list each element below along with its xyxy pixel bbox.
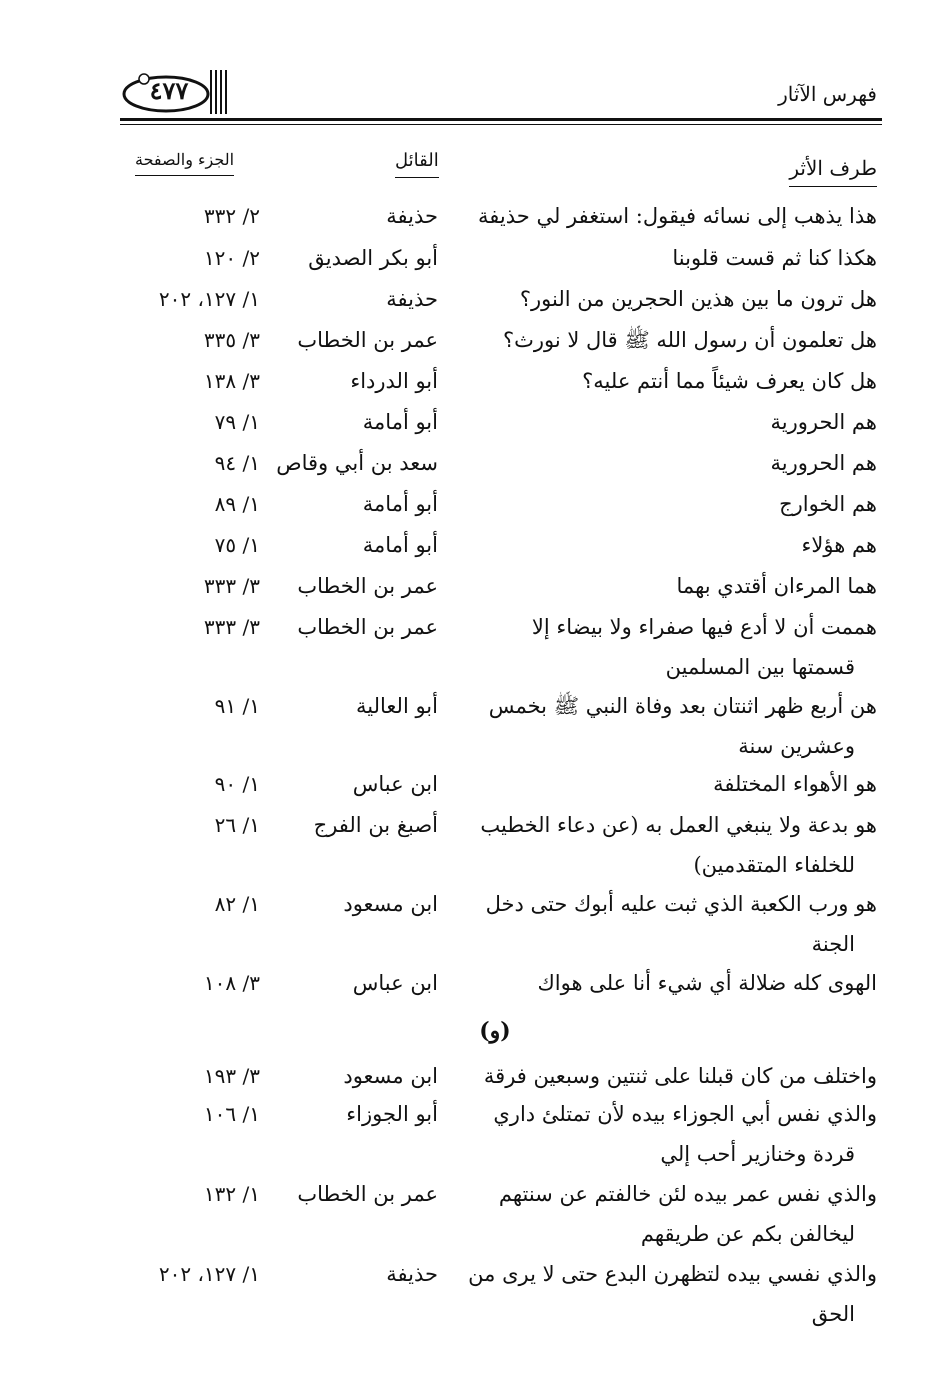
entry-athar-line: هم هؤلاء [801,533,877,557]
entry-athar [462,484,877,524]
entry-juz: ٣/ ٣٣٣ [203,615,260,639]
entry-athar [462,320,877,360]
page-number-badge [120,70,212,112]
entry-juz: ١/ ٨٩ [214,492,260,516]
entry-athar-line: هن أربع ظهر اثنتان بعد وفاة النبي ﷺ بخمس [488,694,877,718]
entry-athar [462,402,877,442]
index-entry [0,484,947,524]
entry-athar-line: والذي نفسي بيده لتظهرن البدع حتى لا يرى من [468,1262,877,1286]
index-entry [0,764,947,804]
entry-juz: ٣/ ١٣٨ [203,369,260,393]
entry-athar-line: للخلفاء المتقدمين) [693,853,855,877]
entry-qail: عمر بن الخطاب [297,574,438,598]
entry-athar-line: هل ترون ما بين هذين الحجرين من النور؟ [519,287,877,311]
entry-juz: ١/ ٢٦ [214,813,260,837]
index-entry [0,443,947,483]
entry-athar [462,884,877,964]
entry-juz: ١/ ١٣٢ [203,1182,260,1206]
entry-qail: حذيفة [386,1262,438,1286]
entry-athar-line: ليخالفن بكم عن طريقهم [640,1222,855,1246]
entry-athar [462,566,877,606]
entry-athar-line: هذا يذهب إلى نسائه فيقول: استغفر لي حذيفة [478,204,877,228]
index-entry [0,1254,947,1326]
index-entry [0,566,947,606]
entry-juz: ١/ ٩٤ [214,451,260,475]
index-entry [0,196,947,236]
entry-qail: عمر بن الخطاب [297,615,438,639]
entry-athar-line: والذي نفس أبي الجوزاء بيده لأن تمتلئ داري [493,1102,877,1126]
section-heading-waw: (و) [479,1018,511,1044]
column-header-qail: القائل [395,150,439,178]
entry-juz: ١/ ٧٥ [214,533,260,557]
entry-athar-line: وعشرين سنة [738,734,855,758]
entry-athar-line: هل كان يعرف شيئاً مما أنتم عليه؟ [582,369,877,393]
index-entry [0,279,947,319]
entry-qail: أبو الجوزاء [346,1102,438,1126]
entry-qail: حذيفة [386,204,438,228]
entry-juz: ٢/ ٣٣٢ [203,204,260,228]
index-entry [0,402,947,442]
entry-athar-line: هل تعلمون أن رسول الله ﷺ قال لا نورث؟ [502,328,877,352]
entry-athar [462,1094,877,1174]
entry-juz: ١/ ٩١ [214,694,260,718]
entry-athar [462,805,877,885]
header-rule-thick [120,118,882,121]
entry-athar-line: الحق [811,1302,855,1326]
page-number: ٤٧٧ [149,76,189,105]
index-entry [0,1174,947,1246]
column-header-juz: الجزء والصفحة [135,150,234,176]
column-header-athar: طرف الأثر [789,156,877,187]
entry-athar [462,196,877,236]
entry-qail: ابن مسعود [343,1064,438,1088]
entry-qail: أبو أمامة [362,492,438,516]
entry-qail: أبو أمامة [362,410,438,434]
entry-athar-line: هو ورب الكعبة الذي ثبت عليه أبوك حتى دخل [485,892,877,916]
entry-athar-line: هم الحرورية [770,451,877,475]
page-header-title: فهرس الآثار [778,82,877,106]
entry-athar-line: والذي نفس عمر بيده لئن خالفتم عن سنتهم [498,1182,877,1206]
entry-athar-line: هما المرءان أقتدي بهما [676,574,877,598]
entry-athar-line: قردة وخنازير أحب إلي [660,1142,855,1166]
index-entry [0,238,947,278]
index-entry [0,686,947,758]
entry-athar [462,238,877,278]
entry-juz: ١/ ٧٩ [214,410,260,434]
entry-athar-line: هكذا كنا ثم قست قلوبنا [672,246,877,270]
index-entry [0,963,947,1003]
index-entry [0,805,947,877]
header-ornament-icon [208,70,232,114]
entry-qail: عمر بن الخطاب [297,1182,438,1206]
entry-athar [462,279,877,319]
index-entry [0,361,947,401]
entry-athar-line: هو بدعة ولا ينبغي العمل به (عن دعاء الخطيب [480,813,877,837]
entry-qail: سعد بن أبي وقاص [276,451,438,475]
entry-juz: ١/ ١٢٧، ٢٠٢ [158,287,260,311]
entry-qail: ابن مسعود [343,892,438,916]
entry-athar-line: الجنة [811,932,855,956]
entry-juz: ٢/ ١٢٠ [203,246,260,270]
entry-athar [462,525,877,565]
entry-athar [462,607,877,687]
index-entry [0,607,947,679]
entry-qail: حذيفة [386,287,438,311]
index-entry [0,884,947,956]
entry-athar-line: هم الخوارج [779,492,877,516]
entry-athar [462,963,877,1003]
entry-juz: ١/ ٩٠ [214,772,260,796]
entry-juz: ٣/ ٣٣٣ [203,574,260,598]
entry-juz: ١/ ٨٢ [214,892,260,916]
index-entry [0,320,947,360]
entry-athar-line: هو الأهواء المختلفة [713,772,877,796]
entry-athar [462,1254,877,1334]
entry-qail: أبو الدرداء [350,369,438,393]
entry-athar-line: هممت أن لا أدع فيها صفراء ولا بيضاء إلا [531,615,877,639]
entry-juz: ٣/ ١٩٣ [203,1064,260,1088]
entry-juz: ١/ ١٠٦ [203,1102,260,1126]
entry-qail: ابن عباس [352,772,438,796]
entry-athar [462,443,877,483]
entry-athar-line: الهوى كله ضلالة أي شيء أنا على هواك [537,971,877,995]
entry-qail: ابن عباس [352,971,438,995]
entry-athar [462,1174,877,1254]
index-entry [0,1056,947,1096]
entry-athar [462,361,877,401]
index-entry [0,525,947,565]
entry-qail: أبو العالية [356,694,438,718]
entry-athar-line: واختلف من كان قبلنا على ثنتين وسبعين فرقة [483,1064,877,1088]
entry-athar [462,686,877,766]
entry-athar [462,1056,877,1096]
entry-athar [462,764,877,804]
entry-qail: أبو أمامة [362,533,438,557]
entry-qail: عمر بن الخطاب [297,328,438,352]
index-entry [0,1094,947,1166]
entry-juz: ٣/ ٣٣٥ [203,328,260,352]
entry-athar-line: هم الحرورية [770,410,877,434]
entry-juz: ١/ ١٢٧، ٢٠٢ [158,1262,260,1286]
header-rule-thin [120,124,882,125]
entry-qail: أصبغ بن الفرج [313,813,438,837]
entry-athar-line: قسمتها بين المسلمين [665,655,855,679]
entry-juz: ٣/ ١٠٨ [203,971,260,995]
entry-qail: أبو بكر الصديق [308,246,438,270]
